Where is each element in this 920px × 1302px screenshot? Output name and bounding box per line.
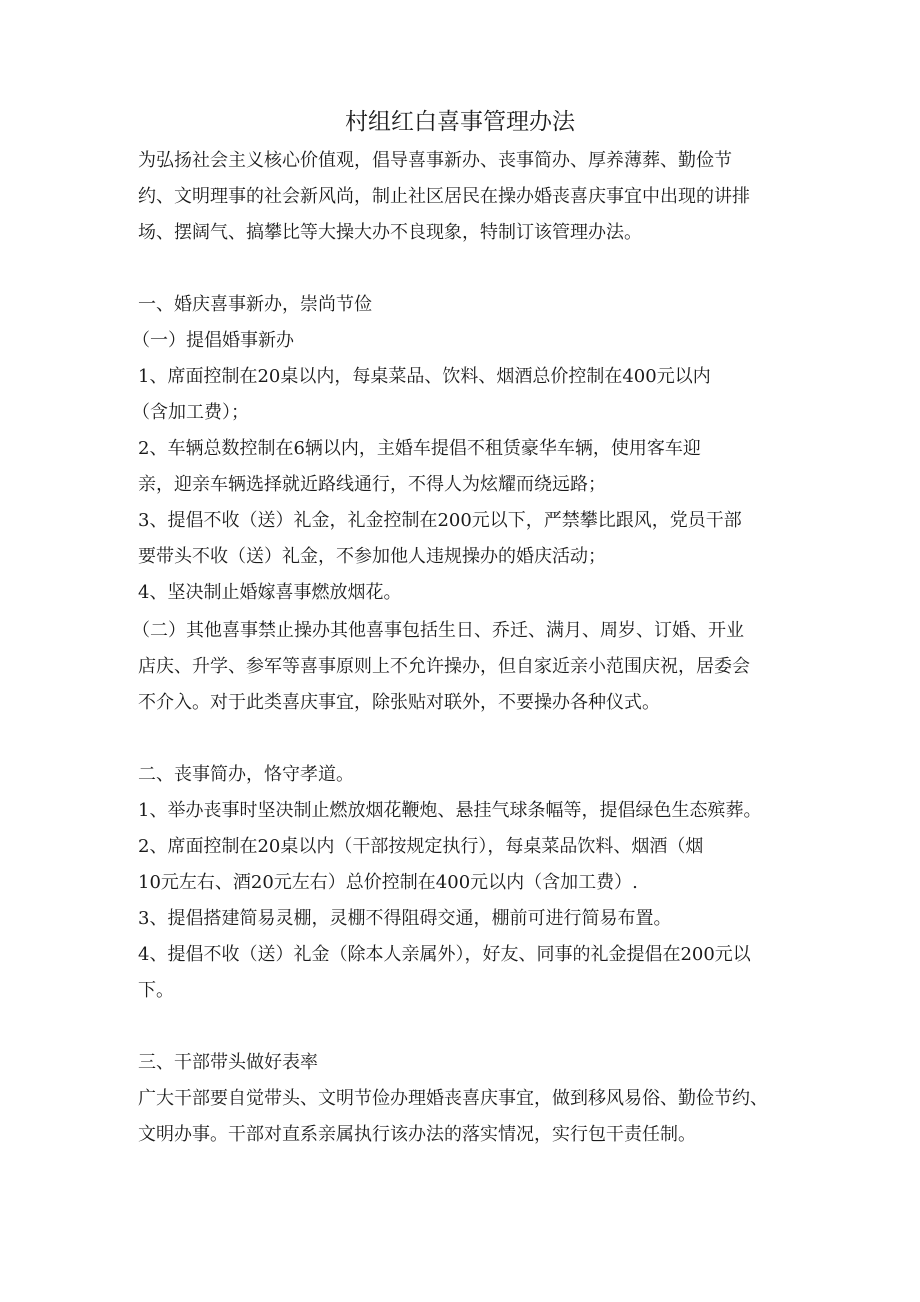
intro-line: 约、文明理事的社会新风尚，制止社区居民在操办婚丧喜庆事宜中出现的讲排 [138, 186, 750, 207]
section-2-line: 下。 [138, 980, 174, 1001]
section-2-line: 2、席面控制在20桌以内（干部按规定执行），每桌菜品饮料、烟酒（烟 [138, 836, 704, 857]
intro-line: 场、摆阔气、搞攀比等大操大办不良现象，特制订该管理办法。 [138, 222, 642, 243]
section-1-heading: 一、婚庆喜事新办，崇尚节俭 [138, 294, 372, 315]
subsection-heading: （一）提倡婚事新办 [132, 330, 294, 351]
intro-line: 为弘扬社会主义核心价值观，倡导喜事新办、丧事简办、厚养薄葬、勤俭节 [138, 150, 732, 171]
section-2-line: 3、提倡搭建简易灵棚，灵棚不得阻碍交通，棚前可进行简易布置。 [138, 908, 672, 929]
section-1-other-line: 不介入。对于此类喜庆事宜，除张贴对联外，不要操办各种仪式。 [138, 692, 660, 713]
section-1-line: （含加工费）； [132, 402, 249, 423]
section-1-other-line: 店庆、升学、参军等喜事原则上不允许操办，但自家近亲小范围庆祝，居委会 [138, 656, 750, 677]
section-3-line: 文明办事。干部对直系亲属执行该办法的落实情况，实行包干责任制。 [138, 1124, 696, 1145]
section-1-line: 4、坚决制止婚嫁喜事燃放烟花。 [138, 582, 402, 603]
section-1-line: 3、提倡不收（送）礼金，礼金控制在200元以下，严禁攀比跟风，党员干部 [138, 510, 742, 531]
section-2-line: 4、提倡不收（送）礼金（除本人亲属外），好友、同事的礼金提倡在200元以 [138, 944, 751, 965]
section-3-line: 广大干部要自觉带头、文明节俭办理婚丧喜庆事宜，做到移风易俗、勤俭节约、 [138, 1088, 768, 1109]
section-1-other-line: （二）其他喜事禁止操办其他喜事包括生日、乔迁、满月、周岁、订婚、开业 [132, 620, 744, 641]
section-3-heading: 三、干部带头做好表率 [138, 1052, 318, 1073]
section-1-line: 1、席面控制在20桌以内，每桌菜品、饮料、烟酒总价控制在400元以内 [138, 366, 711, 387]
section-1-line: 2、车辆总数控制在6辆以内，主婚车提倡不租赁豪华车辆，使用客车迎 [138, 438, 701, 459]
section-2-line: 10元左右、酒20元左右）总价控制在400元以内（含加工费）. [138, 872, 638, 893]
section-2-heading: 二、丧事简办，恪守孝道。 [138, 764, 354, 785]
section-1-line: 亲，迎亲车辆选择就近路线通行，不得人为炫耀而绕远路； [138, 474, 606, 495]
section-1-line: 要带头不收（送）礼金，不参加他人违规操办的婚庆活动； [138, 546, 606, 567]
document-title: 村组红白喜事管理办法 [345, 109, 575, 135]
section-2-line: 1、举办丧事时坚决制止燃放烟花鞭炮、悬挂气球条幅等，提倡绿色生态殡葬。 [138, 800, 762, 821]
